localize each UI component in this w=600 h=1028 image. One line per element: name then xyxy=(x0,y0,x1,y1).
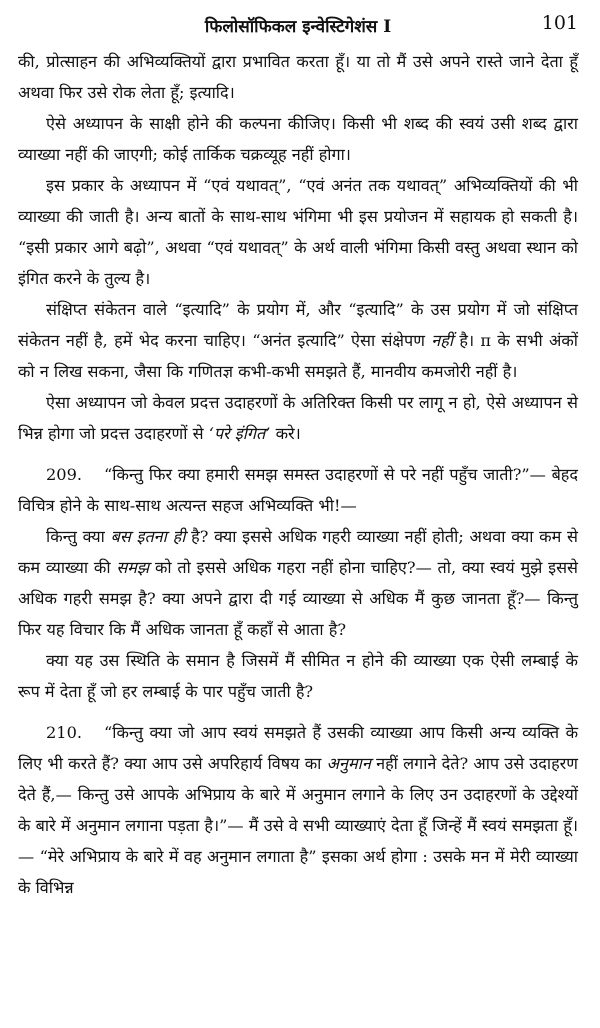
section-210: 210. “किन्तु क्या जो आप स्वयं समझते हैं उसकी व्याख्या आप किसी अन्य व्यक्ति के लिए भी करते हैं? क्या आप उसे अपरिहार्य विषय का अनुमान नहीं लगाने देते? आप उसे उदाहरण देते हैं,— किन्तु उसे आपके अभिप्राय के बारे में अनुमान लगाने के लिए उन उदाहरणों के उद्देश्यों के बारे में अनुमान लगाना पड़ता है।”— मैं उसे वे सभी व्याख्याएं देता हूँ जिन्हें मैं स्वयं समझता हूँ।— “मेरे अभिप्राय के बारे में वह अनुमान लगाता है” इसका अर्थ होगा : उसके मन में मेरी व्याख्या के विभिन्न xyxy=(18,717,578,903)
section-number: 209. xyxy=(46,465,83,484)
paragraph-deeper-explanation: किन्तु क्या बस इतना ही है? क्या इससे अधिक गहरी व्याख्या नहीं होती; अथवा क्या कम से कम व्याख्या की समझ को तो इससे अधिक गहरा नहीं होना चाहिए?— तो, क्या स्वयं मुझे इससे अधिक गहरी समझ है? क्या अपने द्वारा दी गई व्याख्या से अधिक मैं कुछ जानता हूँ?— किन्तु फिर यह विचार कि मैं अधिक जानता हूँ कहाँ से आता है? xyxy=(18,527,579,639)
page-number: 101 xyxy=(541,12,578,34)
section-number: 210. xyxy=(46,723,83,742)
running-title: फिलोसॉफिकल इन्वेस्टिगेशंस I xyxy=(204,17,392,37)
paragraph-length: क्या यह उस स्थिति के समान है जिसमें मैं सीमित न होने की व्याख्या एक ऐसी लम्बाई के रूप में देता हूँ जो हर लम्बाई के पार पहुँच जाती है? xyxy=(18,651,578,701)
section-209: 209. “किन्तु फिर क्या हमारी समझ समस्त उदाहरणों से परे नहीं पहुँच जाती?”— बेहद विचित्र होने के साथ-साथ अत्यन्त सहज अभिव्यक्ति भी!— xyxy=(18,459,578,521)
paragraph-gesture: इस प्रकार के अध्यापन में “एवं यथावत्”, “एवं अनंत तक यथावत्” अभिव्यक्तियों की भी व्याख्या की जाती है। अन्य बातों के साथ-साथ भंगिमा भी इस प्रयोजन में सहायक हो सकती है। “इसी प्रकार आगे बढ़ो”, अथवा “एवं यथावत्” के अर्थ वाली भंगिमा किसी वस्तु अथवा स्थान को इंगित करने के तुल्य है। xyxy=(18,176,578,288)
paragraph-teaching-witness: ऐसे अध्यापन के साक्षी होने की कल्पना कीजिए। किसी भी शब्द की स्वयं उसी शब्द द्वारा व्याख्या नहीं की जाएगी; कोई तार्किक चक्रव्यूह नहीं होगा। xyxy=(18,114,578,164)
paragraph-point-beyond: ऐसा अध्यापन जो केवल प्रदत्त उदाहरणों के अतिरिक्त किसी पर लागू न हो, ऐसे अध्यापन से भिन्न होगा जो प्रदत्त उदाहरणों से ‘परे इंगित’ करे। xyxy=(18,393,578,443)
page-header xyxy=(18,0,578,46)
paragraph-continuation: की, प्रोत्साहन की अभिव्यक्तियों द्वारा प्रभावित करता हूँ। या तो मैं उसे अपने रास्ते जाने देता हूँ अथवा फिर उसे रोक लेता हूँ; इत्यादि। xyxy=(18,52,578,102)
paragraph-etcetera: संक्षिप्त संकेतन वाले “इत्यादि” के प्रयोग में, और “इत्यादि” के उस प्रयोग में जो संक्षिप्त संकेतन नहीं है, हमें भेद करना चाहिए। “अनंत इत्यादि” ऐसा संक्षेपण नहीं है। π के सभी अंकों को न लिख सकना, जैसा कि गणितज्ञ कभी-कभी समझते हैं, मानवीय कमजोरी नहीं है। xyxy=(18,300,578,381)
